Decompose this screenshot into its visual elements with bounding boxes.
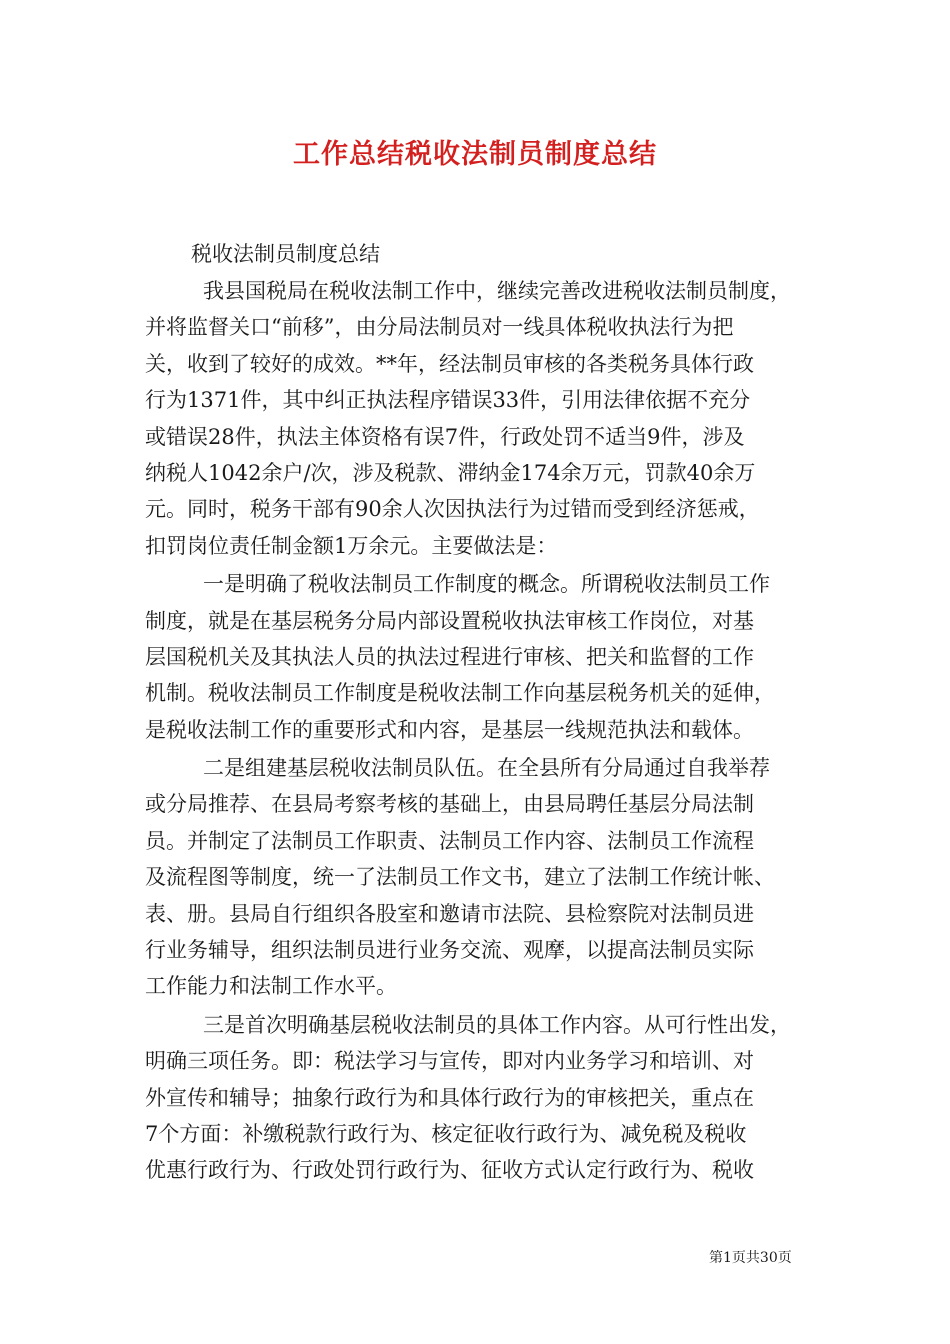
paragraph-line: 三是首次明确基层税收法制员的具体工作内容。从可行性出发， — [203, 1012, 791, 1037]
paragraph-line: 外宣传和辅导；抽象行政行为和具体行政行为的审核把关，重点在 — [145, 1085, 754, 1110]
paragraph-line: 员。并制定了法制员工作职责、法制员工作内容、法制员工作流程 — [145, 828, 754, 853]
paragraph-line: 元。同时，税务干部有90余人次因执法行为过错而受到经济惩戒， — [145, 497, 760, 522]
paragraph-line: 一是明确了税收法制员工作制度的概念。所谓税收法制员工作 — [203, 572, 770, 597]
paragraph-line: 表、册。县局自行组织各股室和邀请市法院、县检察院对法制员进 — [145, 901, 754, 926]
paragraph-line: 工作能力和法制工作水平。 — [145, 974, 397, 999]
paragraph-line: 二是组建基层税收法制员队伍。在全县所有分局通过自我举荐 — [203, 756, 770, 781]
paragraph-line: 或错误28件，执法主体资格有误7件，行政处罚不适当9件，涉及 — [145, 424, 745, 449]
paragraph-line: 纳税人1042余户/次，涉及税款、滞纳金174余万元，罚款40余万 — [145, 460, 756, 485]
paragraph-line: 及流程图等制度，统一了法制员工作文书，建立了法制工作统计帐、 — [145, 865, 775, 890]
paragraph-line: 并将监督关口“前移”，由分局法制员对一线具体税收执法行为把 — [145, 315, 734, 340]
paragraph-line: 优惠行政行为、行政处罚行政行为、征收方式认定行政行为、税收 — [145, 1158, 754, 1183]
paragraph-line: 机制。税收法制员工作制度是税收法制工作向基层税务机关的延伸， — [145, 681, 775, 706]
document-body — [145, 236, 815, 1191]
paragraph-line: 是税收法制工作的重要形式和内容，是基层一线规范执法和载体。 — [145, 717, 754, 742]
paragraph-point-two — [145, 750, 815, 1005]
paragraph-line: 行业务辅导，组织法制员进行业务交流、观摩，以提高法制员实际 — [145, 938, 754, 963]
paragraph-line: 制度，就是在基层税务分局内部设置税收执法审核工作岗位，对基 — [145, 608, 754, 633]
paragraph-line: 行为1371件，其中纠正执法程序错误33件，引用法律依据不充分 — [145, 388, 751, 413]
paragraph-line: 我县国税局在税收法制工作中，继续完善改进税收法制员制度， — [203, 279, 791, 303]
section-subtitle: 税收法制员制度总结 — [191, 242, 380, 266]
paragraph-line: 扣罚岗位责任制金额1万余元。主要做法是： — [145, 533, 558, 558]
paragraph-intro — [145, 273, 815, 564]
paragraph-line: 关，收到了较好的成效。**年，经法制员审核的各类税务具体行政 — [145, 351, 754, 376]
paragraph-line: 或分局推荐、在县局考察考核的基础上，由县局聘任基层分局法制 — [145, 792, 754, 817]
paragraph-line: 7个方面：补缴税款行政行为、核定征收行政行为、减免税及税收 — [145, 1121, 747, 1146]
paragraph-line: 明确三项任务。即：税法学习与宣传，即对内业务学习和培训、对 — [145, 1049, 754, 1074]
paragraph-line: 层国税机关及其执法人员的执法过程进行审核、把关和监督的工作 — [145, 644, 754, 669]
paragraph-point-one — [145, 566, 815, 748]
paragraph-point-three — [145, 1007, 815, 1189]
document-title: 工作总结税收法制员制度总结 — [293, 139, 657, 170]
page-number-footer: 第1页共30页 — [709, 1250, 792, 1266]
